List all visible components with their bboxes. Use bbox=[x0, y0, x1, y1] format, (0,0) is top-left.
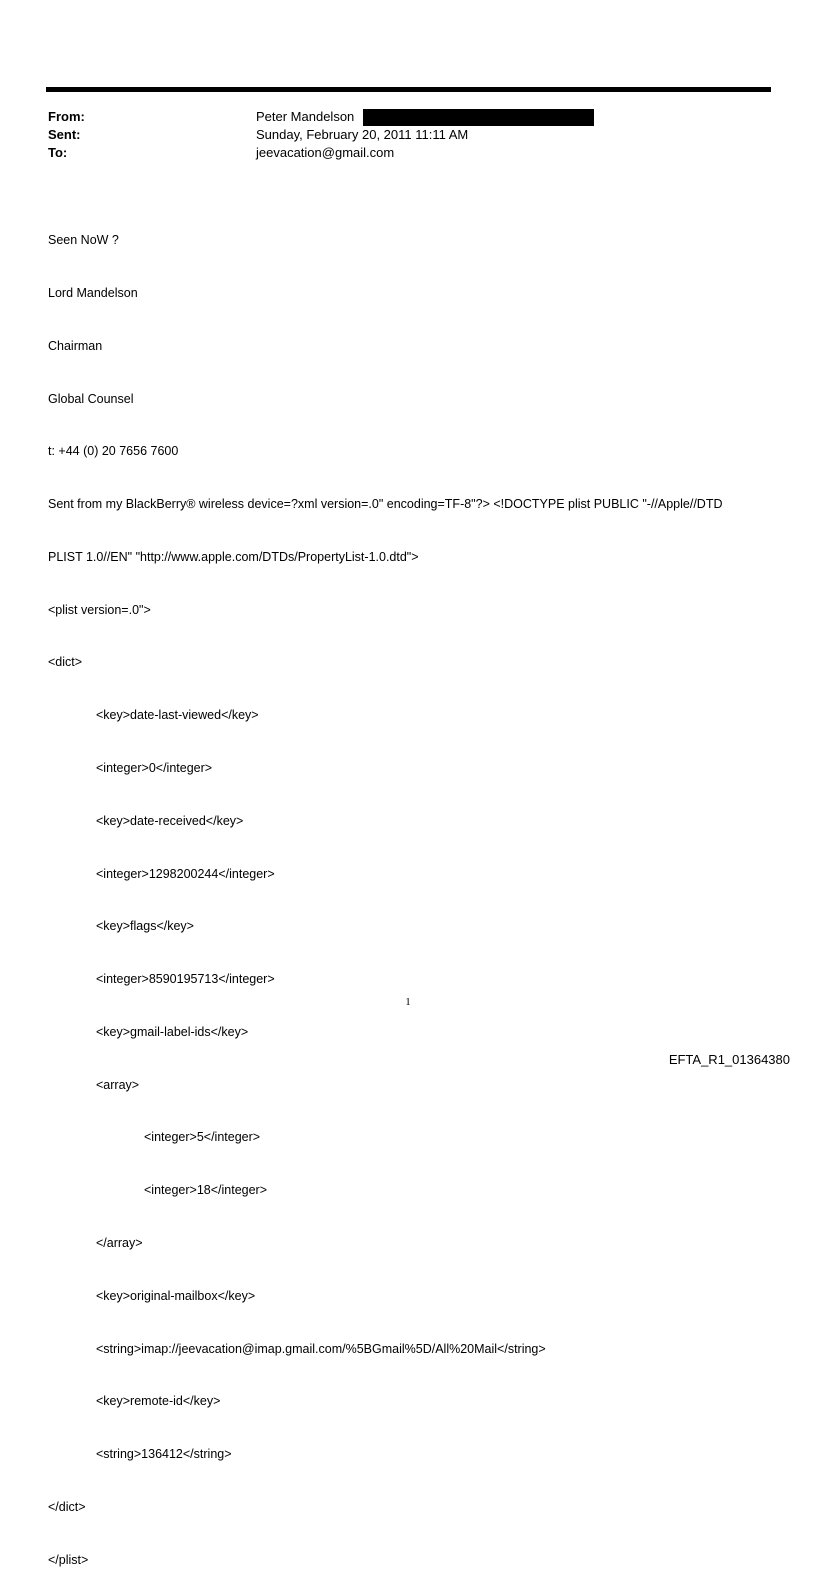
body-line: Lord Mandelson bbox=[48, 285, 138, 300]
to-value: jeevacation@gmail.com bbox=[256, 145, 395, 160]
body-line: <integer>18</integer> bbox=[144, 1183, 268, 1198]
body-line: <string>136412</string> bbox=[96, 1447, 232, 1462]
from-value: Peter Mandelson bbox=[256, 109, 355, 124]
from-label: From: bbox=[48, 109, 85, 124]
body-line: <key>date-last-viewed</key> bbox=[96, 708, 259, 723]
body-line: <plist version=.0"> bbox=[48, 602, 151, 617]
body-line: </array> bbox=[96, 1236, 143, 1251]
body-line: </plist> bbox=[48, 1552, 89, 1567]
body-line: <dict> bbox=[48, 655, 83, 670]
body-line: </dict> bbox=[48, 1499, 86, 1514]
body-line: <key>gmail-label-ids</key> bbox=[96, 1024, 249, 1039]
body-line: <key>remote-id</key> bbox=[96, 1394, 221, 1409]
redaction-box bbox=[363, 109, 594, 126]
body-line: <array> bbox=[96, 1077, 140, 1092]
body-line: <integer>8590195713</integer> bbox=[96, 972, 275, 987]
to-label: To: bbox=[48, 145, 68, 160]
sent-value: Sunday, February 20, 2011 11:11 AM bbox=[256, 127, 469, 142]
body-line: <string>imap://jeevacation@imap.gmail.com/%5BGmail%5D/All%20Mail</string> bbox=[96, 1341, 546, 1356]
body-line: t: +44 (0) 20 7656 7600 bbox=[48, 444, 179, 459]
body-line: <integer>1298200244</integer> bbox=[96, 866, 275, 881]
email-body bbox=[48, 197, 778, 1587]
body-line: <key>date-received</key> bbox=[96, 813, 244, 828]
sent-label: Sent: bbox=[48, 127, 81, 142]
bates-number: EFTA_R1_01364380 bbox=[668, 1052, 790, 1067]
body-line: <integer>5</integer> bbox=[144, 1130, 261, 1145]
body-line: <key>flags</key> bbox=[96, 919, 194, 934]
body-line: PLIST 1.0//EN" "http://www.apple.com/DTDs/PropertyList-1.0.dtd"> bbox=[48, 549, 419, 564]
page-number: 1 bbox=[405, 996, 411, 1008]
body-line: <integer>0</integer> bbox=[96, 761, 213, 775]
body-line: Seen NoW ? bbox=[48, 233, 119, 248]
header-rule bbox=[46, 87, 771, 92]
body-line: Sent from my BlackBerry® wireless device=?xml version=.0" encoding=TF-8"?> <!DOCTYPE plist PUBLIC "-//Apple//DTD bbox=[48, 497, 723, 512]
body-line: <key>original-mailbox</key> bbox=[96, 1288, 256, 1303]
body-line: Chairman bbox=[48, 338, 103, 353]
body-line: Global Counsel bbox=[48, 391, 134, 406]
